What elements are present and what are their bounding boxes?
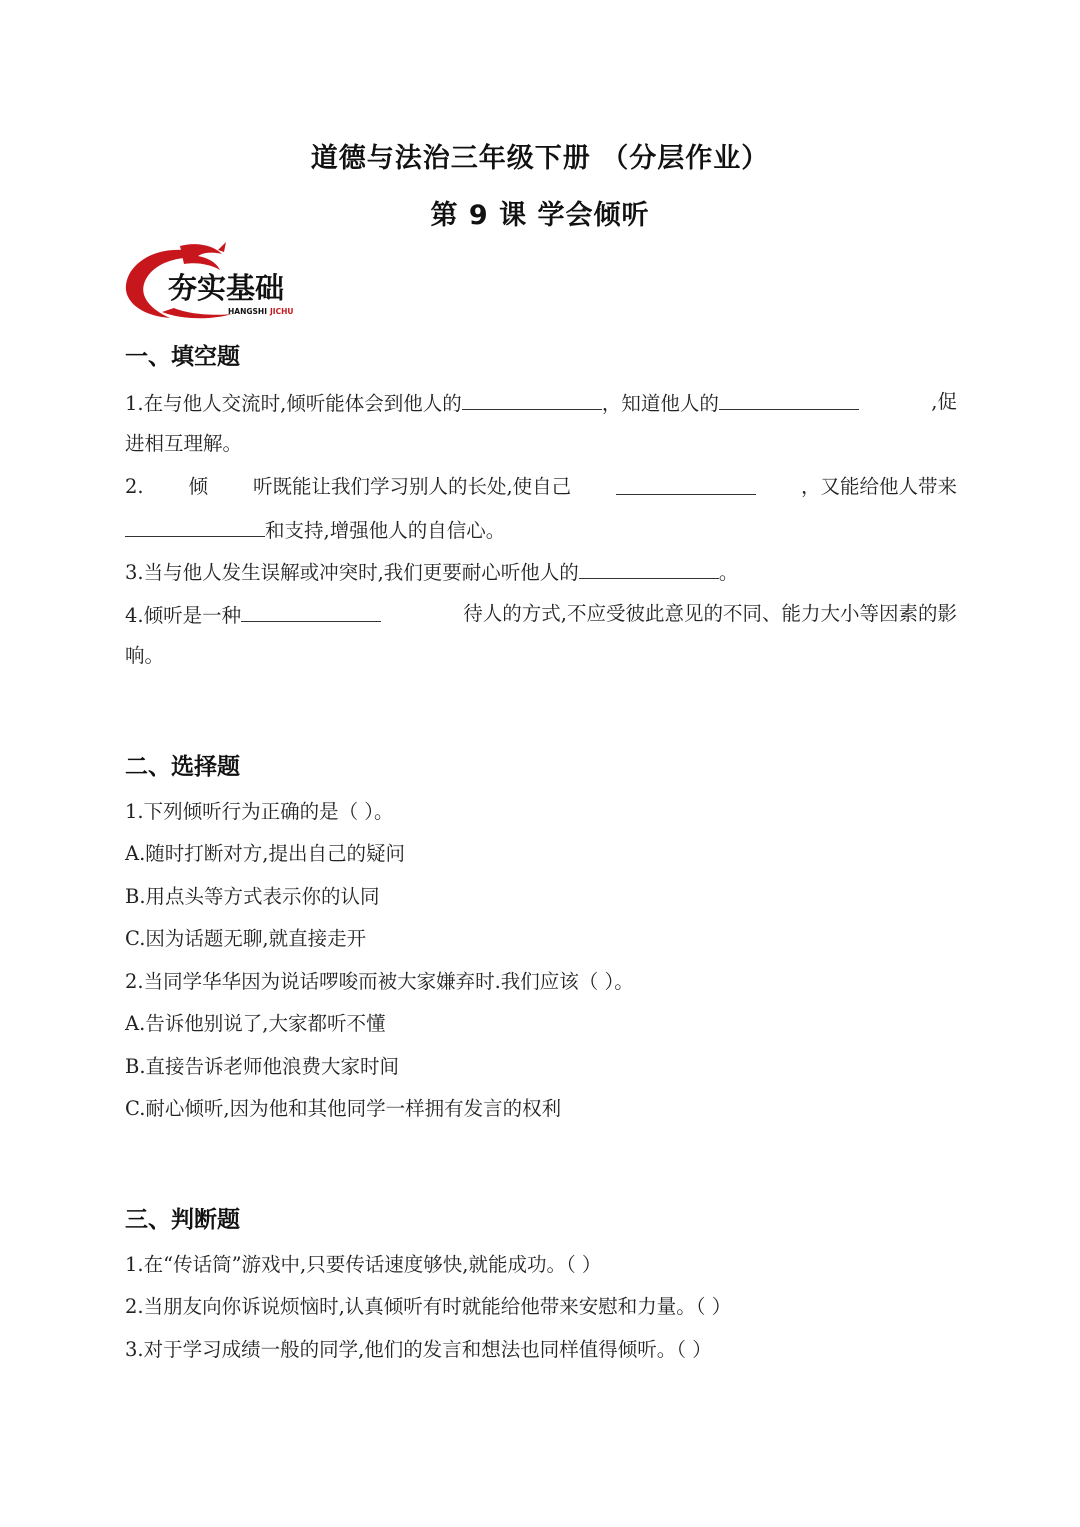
answer-blank[interactable]: [462, 389, 602, 410]
answer-blank[interactable]: [616, 474, 756, 495]
question-1-line-1: [125, 389, 957, 417]
question-text: 。: [718, 561, 739, 584]
question-text: 听既能让我们学习别人的长处,使自己: [252, 475, 572, 498]
question-text: ，又能给他人带来: [800, 475, 957, 498]
question-4-line-2: 响。: [125, 644, 165, 667]
choice-option-2a[interactable]: A.告诉他别说了,大家都听不懂: [125, 1012, 386, 1035]
choice-question-2: 2.当同学华华因为说话啰唆而被大家嫌弃时.我们应该（ ）。: [125, 970, 634, 993]
answer-blank[interactable]: [241, 601, 381, 622]
question-1-line-2: 进相互理解。: [125, 432, 243, 455]
question-text: 倾: [188, 475, 209, 498]
choice-option-1c[interactable]: C.因为话题无聊,就直接走开: [125, 927, 367, 950]
question-text: 和支持,增强他人的自信心。: [265, 519, 506, 542]
judge-item-1: 1.在“传话筒”游戏中,只要传话速度够快,就能成功。（ ）: [125, 1253, 602, 1276]
logo-subtext-a: HANGSHI: [228, 307, 267, 316]
question-text: 待人的方式,不应受彼此意见的不同、能力大小等因素的影: [463, 602, 957, 625]
logo-hangshi-jichu: [122, 240, 307, 322]
answer-blank[interactable]: [579, 558, 719, 579]
page-title: 道德与法治三年级下册 （分层作业）: [310, 143, 770, 174]
dragon-logo-icon: [122, 240, 307, 322]
judge-item-2: 2.当朋友向你诉说烦恼时,认真倾听有时就能给他带来安慰和力量。（ ）: [125, 1295, 732, 1318]
question-4-line-1: [125, 601, 957, 629]
section-heading-fill-in: 一、填空题: [125, 344, 240, 370]
question-text: 3.当与他人发生误解或冲突时,我们更要耐心听他人的: [125, 561, 579, 584]
choice-question-1: 1.下列倾听行为正确的是（ ）。: [125, 800, 394, 823]
question-2-line-2: [125, 516, 957, 544]
logo-text: 夯实基础: [168, 271, 285, 305]
question-2-line-1: [125, 474, 957, 500]
choice-option-2b[interactable]: B.直接告诉老师他浪费大家时间: [125, 1055, 400, 1078]
question-text: 2.: [125, 475, 144, 498]
question-3: [125, 558, 957, 586]
choice-option-1b[interactable]: B.用点头等方式表示你的认同: [125, 885, 380, 908]
answer-blank[interactable]: [125, 516, 265, 537]
question-text: ，知道他人的: [601, 392, 719, 415]
question-text: 1.在与他人交流时,倾听能体会到他人的: [125, 392, 462, 415]
question-text: 4.倾听是一种: [125, 604, 242, 627]
section-heading-multiple-choice: 二、选择题: [125, 754, 240, 780]
judge-item-3: 3.对于学习成绩一般的同学,他们的发言和想法也同样值得倾听。（ ）: [125, 1338, 712, 1361]
choice-option-1a[interactable]: A.随时打断对方,提出自己的疑问: [125, 842, 405, 865]
section-heading-true-false: 三、判断题: [125, 1207, 240, 1233]
answer-blank[interactable]: [719, 389, 859, 410]
logo-subtext-b: JICHU: [270, 307, 294, 316]
choice-option-2c[interactable]: C.耐心倾听,因为他和其他同学一样拥有发言的权利: [125, 1097, 562, 1120]
question-text: ,促: [931, 390, 957, 413]
lesson-title: 第 9 课 学会倾听: [430, 200, 650, 231]
